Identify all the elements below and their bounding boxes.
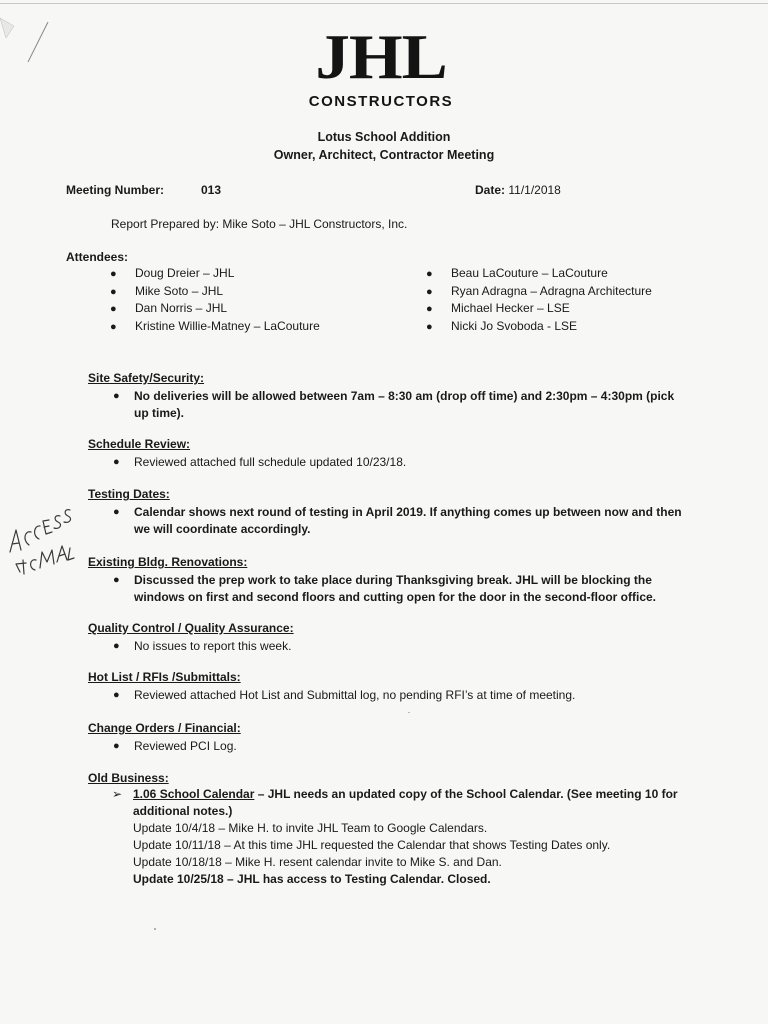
section-item: ● No issues to report this week. <box>113 639 292 653</box>
section-quality-control <box>88 620 688 655</box>
attendee-item: ● Nicki Jo Svoboda - LSE <box>426 318 578 333</box>
attendee-item: ● Kristine Willie-Matney – LaCouture <box>110 318 320 333</box>
arrow-bullet-icon: ➢ <box>112 787 123 801</box>
scan-speck <box>408 712 410 713</box>
old-business-item-title: 1.06 School Calendar <box>133 787 255 801</box>
meeting-number-label: Meeting Number: <box>66 183 165 197</box>
section-item: ● No deliveries will be allowed between 7am – 8:30 am (drop off time) and 2:30pm – 4:30pm (pick up time). <box>113 389 675 420</box>
scan-pen-mark <box>0 0 60 70</box>
attendee-item: ● Doug Dreier – JHL <box>110 266 235 280</box>
section-site-safety <box>88 370 688 422</box>
section-testing-dates <box>88 486 688 538</box>
section-old-business <box>88 770 688 888</box>
section-item: ● Reviewed PCI Log. <box>113 739 237 753</box>
attendee-item: ● Michael Hecker – LSE <box>426 301 570 315</box>
section-heading: Testing Dates: <box>88 487 170 501</box>
scan-edge-line <box>0 3 768 4</box>
attendee-item: ● Beau LaCouture – LaCouture <box>426 266 608 280</box>
attendees-label: Attendees: <box>66 250 129 264</box>
section-change-orders <box>88 720 688 755</box>
attendees-right-list <box>426 265 652 335</box>
date-label: Date: <box>475 183 506 197</box>
date-value: 11/1/2018 <box>508 183 561 197</box>
section-item: ● Calendar shows next round of testing in April 2019. If anything comes up between now and then we will coordinate accordingly. <box>113 505 682 536</box>
update-line: Update 10/18/18 – Mike H. resent calendar invite to Mike S. and Dan. <box>133 855 502 869</box>
update-line: Update 10/4/18 – Mike H. to invite JHL Team to Google Calendars. <box>133 821 488 835</box>
section-item: ● Reviewed attached full schedule updated 10/23/18. <box>113 455 407 469</box>
logo-subtitle: CONSTRUCTORS <box>308 93 454 110</box>
logo-wordmark: JHL <box>315 21 447 92</box>
section-existing-renovations <box>88 554 688 606</box>
project-title: Lotus School Addition <box>317 130 451 144</box>
old-business-item <box>88 786 688 820</box>
attendees-left-list <box>110 265 320 335</box>
section-item: ● Discussed the prep work to take place during Thanksgiving break. JHL will be blocking the windows on first and second floors and cutting open for the door in the second-floor office. <box>113 573 656 604</box>
scan-speck <box>154 928 156 930</box>
attendee-item: ● Dan Norris – JHL <box>110 301 228 315</box>
meeting-number-value: 013 <box>201 183 222 197</box>
meeting-title: Owner, Architect, Contractor Meeting <box>273 148 495 162</box>
company-logo <box>296 21 466 110</box>
prepared-by: Report Prepared by: Mike Soto – JHL Constructors, Inc. <box>111 217 408 231</box>
handwritten-note <box>2 490 82 580</box>
section-heading: Site Safety/Security: <box>88 371 205 385</box>
section-schedule-review <box>88 436 688 471</box>
attendee-item: ● Mike Soto – JHL <box>110 283 224 298</box>
section-heading: Quality Control / Quality Assurance: <box>88 621 294 635</box>
update-line-final: Update 10/25/18 – JHL has access to Testing Calendar. Closed. <box>133 872 491 886</box>
section-heading: Hot List / RFIs /Submittals: <box>88 670 241 684</box>
section-heading: Old Business: <box>88 771 169 785</box>
attendee-item: ● Ryan Adragna – Adragna Architecture <box>426 283 652 298</box>
section-heading: Schedule Review: <box>88 437 191 451</box>
update-line: Update 10/11/18 – At this time JHL requested the Calendar that shows Testing Dates only. <box>133 838 611 852</box>
section-heading: Change Orders / Financial: <box>88 721 241 735</box>
section-hot-list <box>88 669 688 704</box>
section-item: ● Reviewed attached Hot List and Submittal log, no pending RFI’s at time of meeting. <box>113 688 576 702</box>
old-business-item-text: – JHL needs an updated copy of the School Calendar. (See meeting 10 for additional notes.) <box>133 787 678 818</box>
date-field <box>475 183 561 197</box>
section-heading: Existing Bldg. Renovations: <box>88 555 248 569</box>
